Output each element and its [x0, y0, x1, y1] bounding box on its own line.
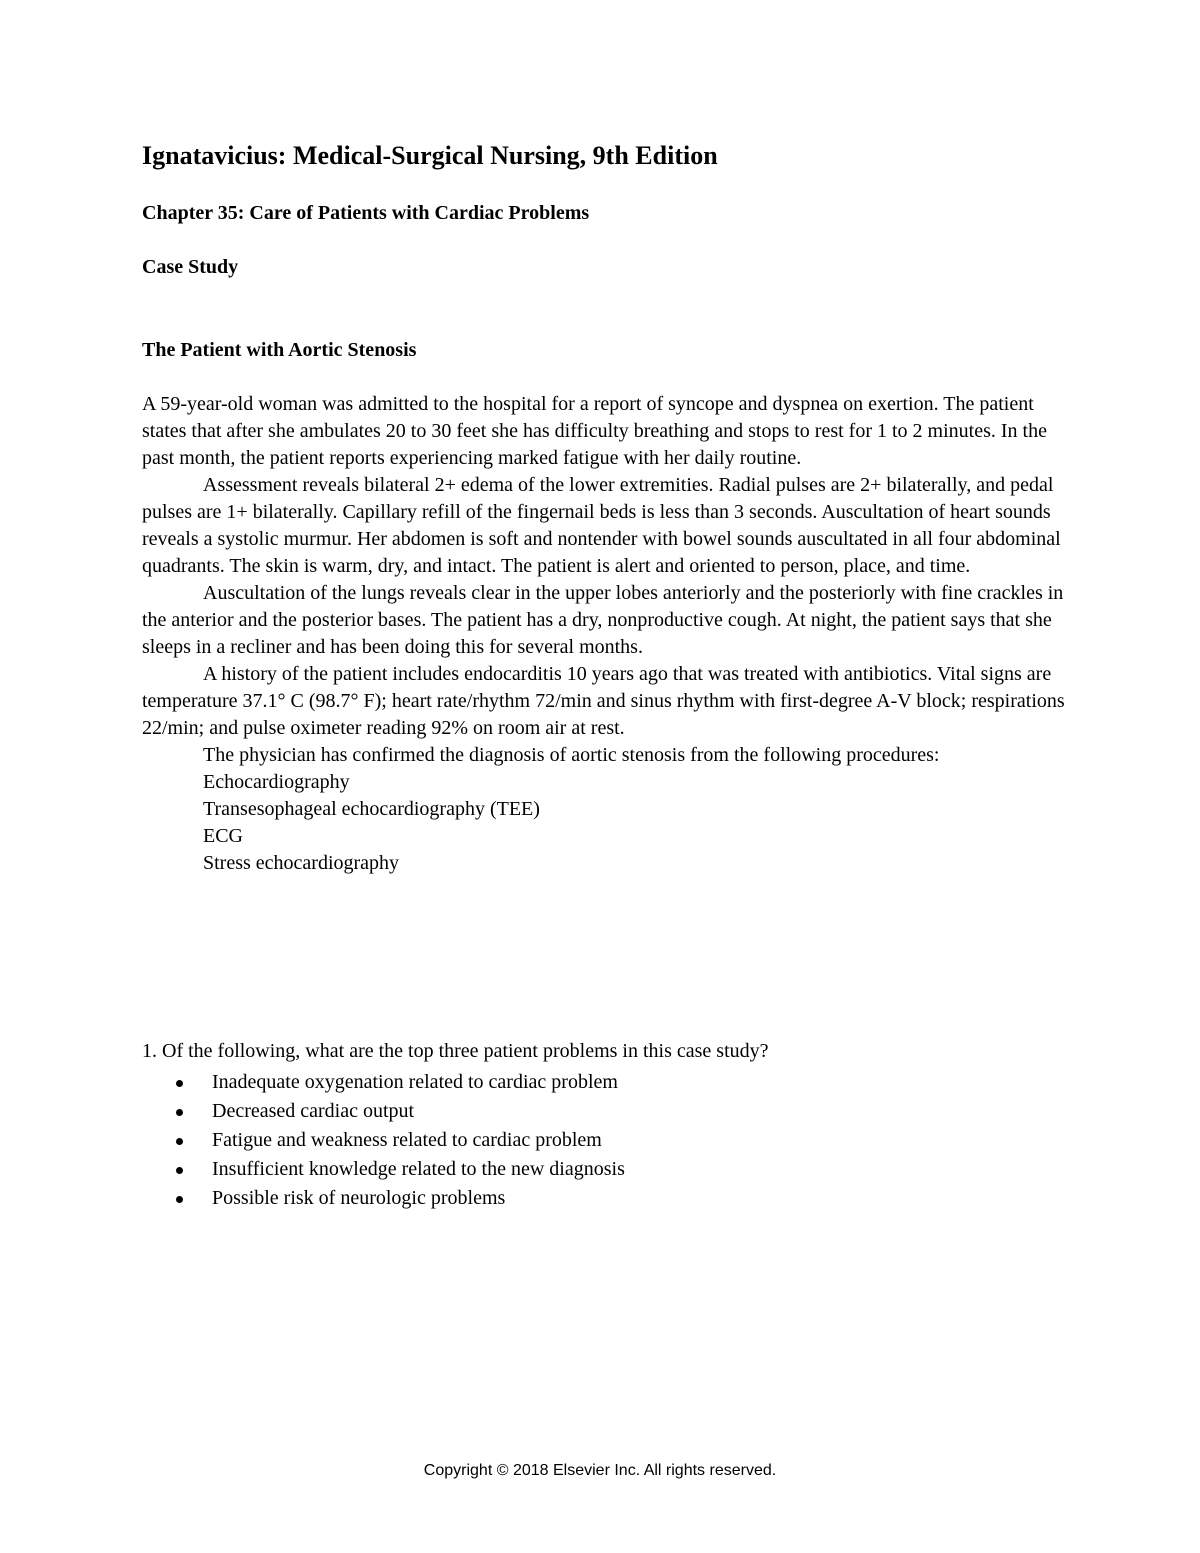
answer-option-label: Decreased cardiac output	[212, 1100, 415, 1122]
case-paragraph: A 59-year-old woman was admitted to the hospital for a report of syncope and dyspnea on exertion. The patient states that after she ambulates 20 to 30 feet she has difficulty breathing and stops to rest for 1 to 2 minutes. In the past month, the patient reports experiencing marked fatigue with her daily routine.	[142, 393, 1047, 469]
answer-option	[142, 1184, 625, 1213]
bullet-icon	[176, 1109, 183, 1116]
chapter-title: Chapter 35: Care of Patients with Cardiac Problems	[142, 202, 590, 224]
procedure-item: Stress echocardiography	[203, 852, 400, 874]
answer-option-label: Insufficient knowledge related to the new diagnosis	[212, 1158, 625, 1180]
answer-option	[142, 1126, 625, 1155]
procedure-item: Transesophageal echocardiography (TEE)	[203, 798, 540, 820]
answer-option-label: Fatigue and weakness related to cardiac problem	[212, 1129, 602, 1151]
answer-options	[142, 1068, 625, 1213]
answer-option-label: Inadequate oxygenation related to cardiac problem	[212, 1071, 618, 1093]
question-text: 1. Of the following, what are the top three patient problems in this case study?	[142, 1040, 769, 1062]
case-title: The Patient with Aortic Stenosis	[142, 339, 417, 361]
case-body	[142, 391, 1072, 877]
procedure-list	[142, 769, 1072, 877]
section-label: Case Study	[142, 256, 239, 278]
answer-option	[142, 1155, 625, 1184]
case-paragraph: Auscultation of the lungs reveals clear in the upper lobes anteriorly and the posteriorly with fine crackles in the anterior and the posterior bases. The patient has a dry, nonproductive cough. At night, the patient says that she sleeps in a recliner and has been doing this for several months.	[142, 582, 1064, 658]
bullet-icon	[176, 1138, 183, 1145]
procedure-item: ECG	[203, 825, 243, 847]
answer-option	[142, 1097, 625, 1126]
answer-option-label: Possible risk of neurologic problems	[212, 1187, 506, 1209]
case-paragraph: The physician has confirmed the diagnosis of aortic stenosis from the following procedures:	[203, 744, 940, 766]
bullet-icon	[176, 1196, 183, 1203]
bullet-icon	[176, 1167, 183, 1174]
bullet-icon	[176, 1080, 183, 1087]
copyright-footer: Copyright © 2018 Elsevier Inc. All rights reserved.	[423, 1462, 777, 1479]
case-paragraph: Assessment reveals bilateral 2+ edema of the lower extremities. Radial pulses are 2+ bilaterally, and pedal pulses are 1+ bilaterally. Capillary refill of the fingernail beds is less than 3 seconds. Auscultation of heart sounds reveals a systolic murmur. Her abdomen is soft and nontender with bowel sounds auscultated in all four abdominal quadrants. The skin is warm, dry, and intact. The patient is alert and oriented to person, place, and time.	[142, 474, 1061, 577]
book-title: Ignatavicius: Medical-Surgical Nursing, 9th Edition	[142, 141, 718, 170]
answer-option	[142, 1068, 625, 1097]
procedure-item: Echocardiography	[203, 771, 350, 793]
case-paragraph: A history of the patient includes endocarditis 10 years ago that was treated with antibiotics. Vital signs are temperature 37.1° C (98.7° F); heart rate/rhythm 72/min and sinus rhythm with first-degree A-V block; respirations 22/min; and pulse oximeter reading 92% on room air at rest.	[142, 663, 1065, 739]
